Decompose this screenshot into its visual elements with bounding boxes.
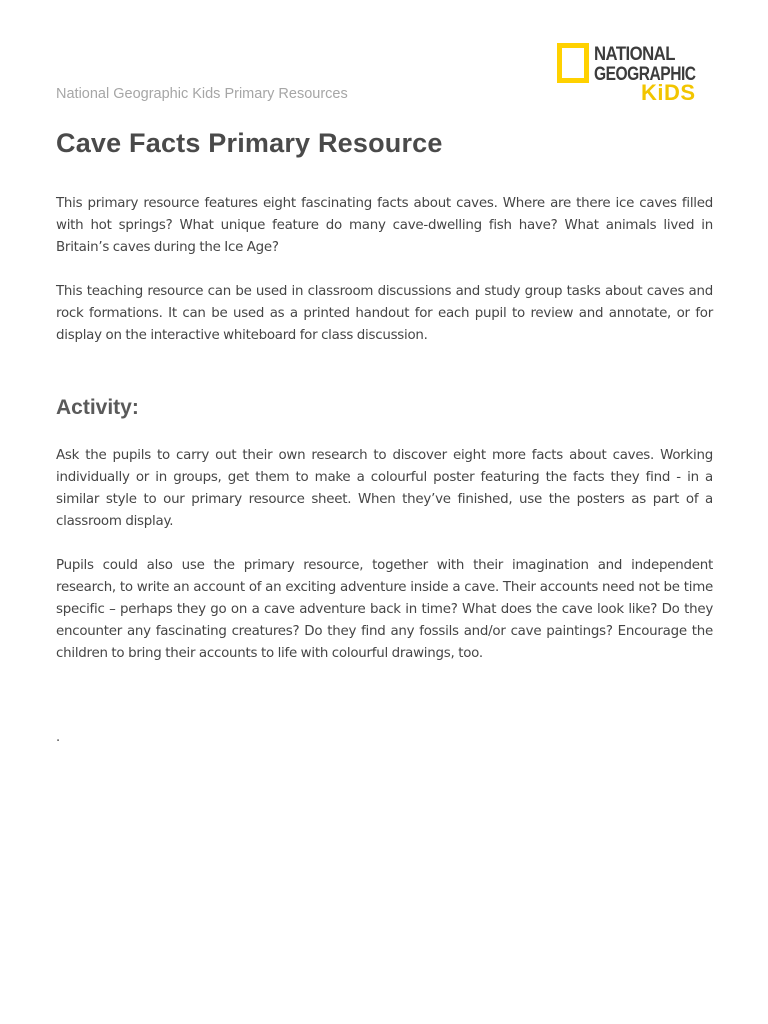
logo-text-geographic: GEOGRAPHIC	[594, 64, 696, 85]
intro-paragraph-1: This primary resource features eight fascinating facts about caves. Where are there ice caves filled with hot springs? What unique feature do many cave-dwelling fish have? What animals lived in Britain’s caves during the Ice Age?	[56, 196, 713, 255]
activity-heading: Activity:	[56, 396, 139, 419]
page-title: Cave Facts Primary Resource	[56, 128, 443, 158]
intro-paragraph-2: This teaching resource can be used in classroom discussions and study group tasks about caves and rock formations. It can be used as a printed handout for each pupil to review and annotate, or for display on the interactive whiteboard for class discussion.	[56, 284, 713, 343]
yellow-frame-icon	[557, 43, 589, 83]
activity-paragraph-1: Ask the pupils to carry out their own research to discover eight more facts about caves. Working individually or in groups, get them to make a colourful poster featuring the facts they find - in a similar style to our primary resource sheet. When they’ve finished, use the posters as part of a classroom display.	[56, 448, 713, 529]
activity-paragraph-2: Pupils could also use the primary resource, together with their imagination and independent research, to write an account of an exciting adventure inside a cave. Their accounts need not be time specific – perhaps they go on a cave adventure back in time? What does the cave look like? Do they encounter any fascinating creatures? Do they find any fossils and/or cave paintings? Encourage the children to bring their accounts to life with colourful drawings, too.	[56, 558, 713, 661]
header-label: National Geographic Kids Primary Resources	[56, 86, 348, 102]
trailing-mark: .	[56, 730, 61, 745]
logo-text-kids: KiDS	[641, 80, 696, 105]
national-geographic-kids-logo	[557, 43, 717, 105]
logo-text-national: NATIONAL	[594, 44, 675, 65]
